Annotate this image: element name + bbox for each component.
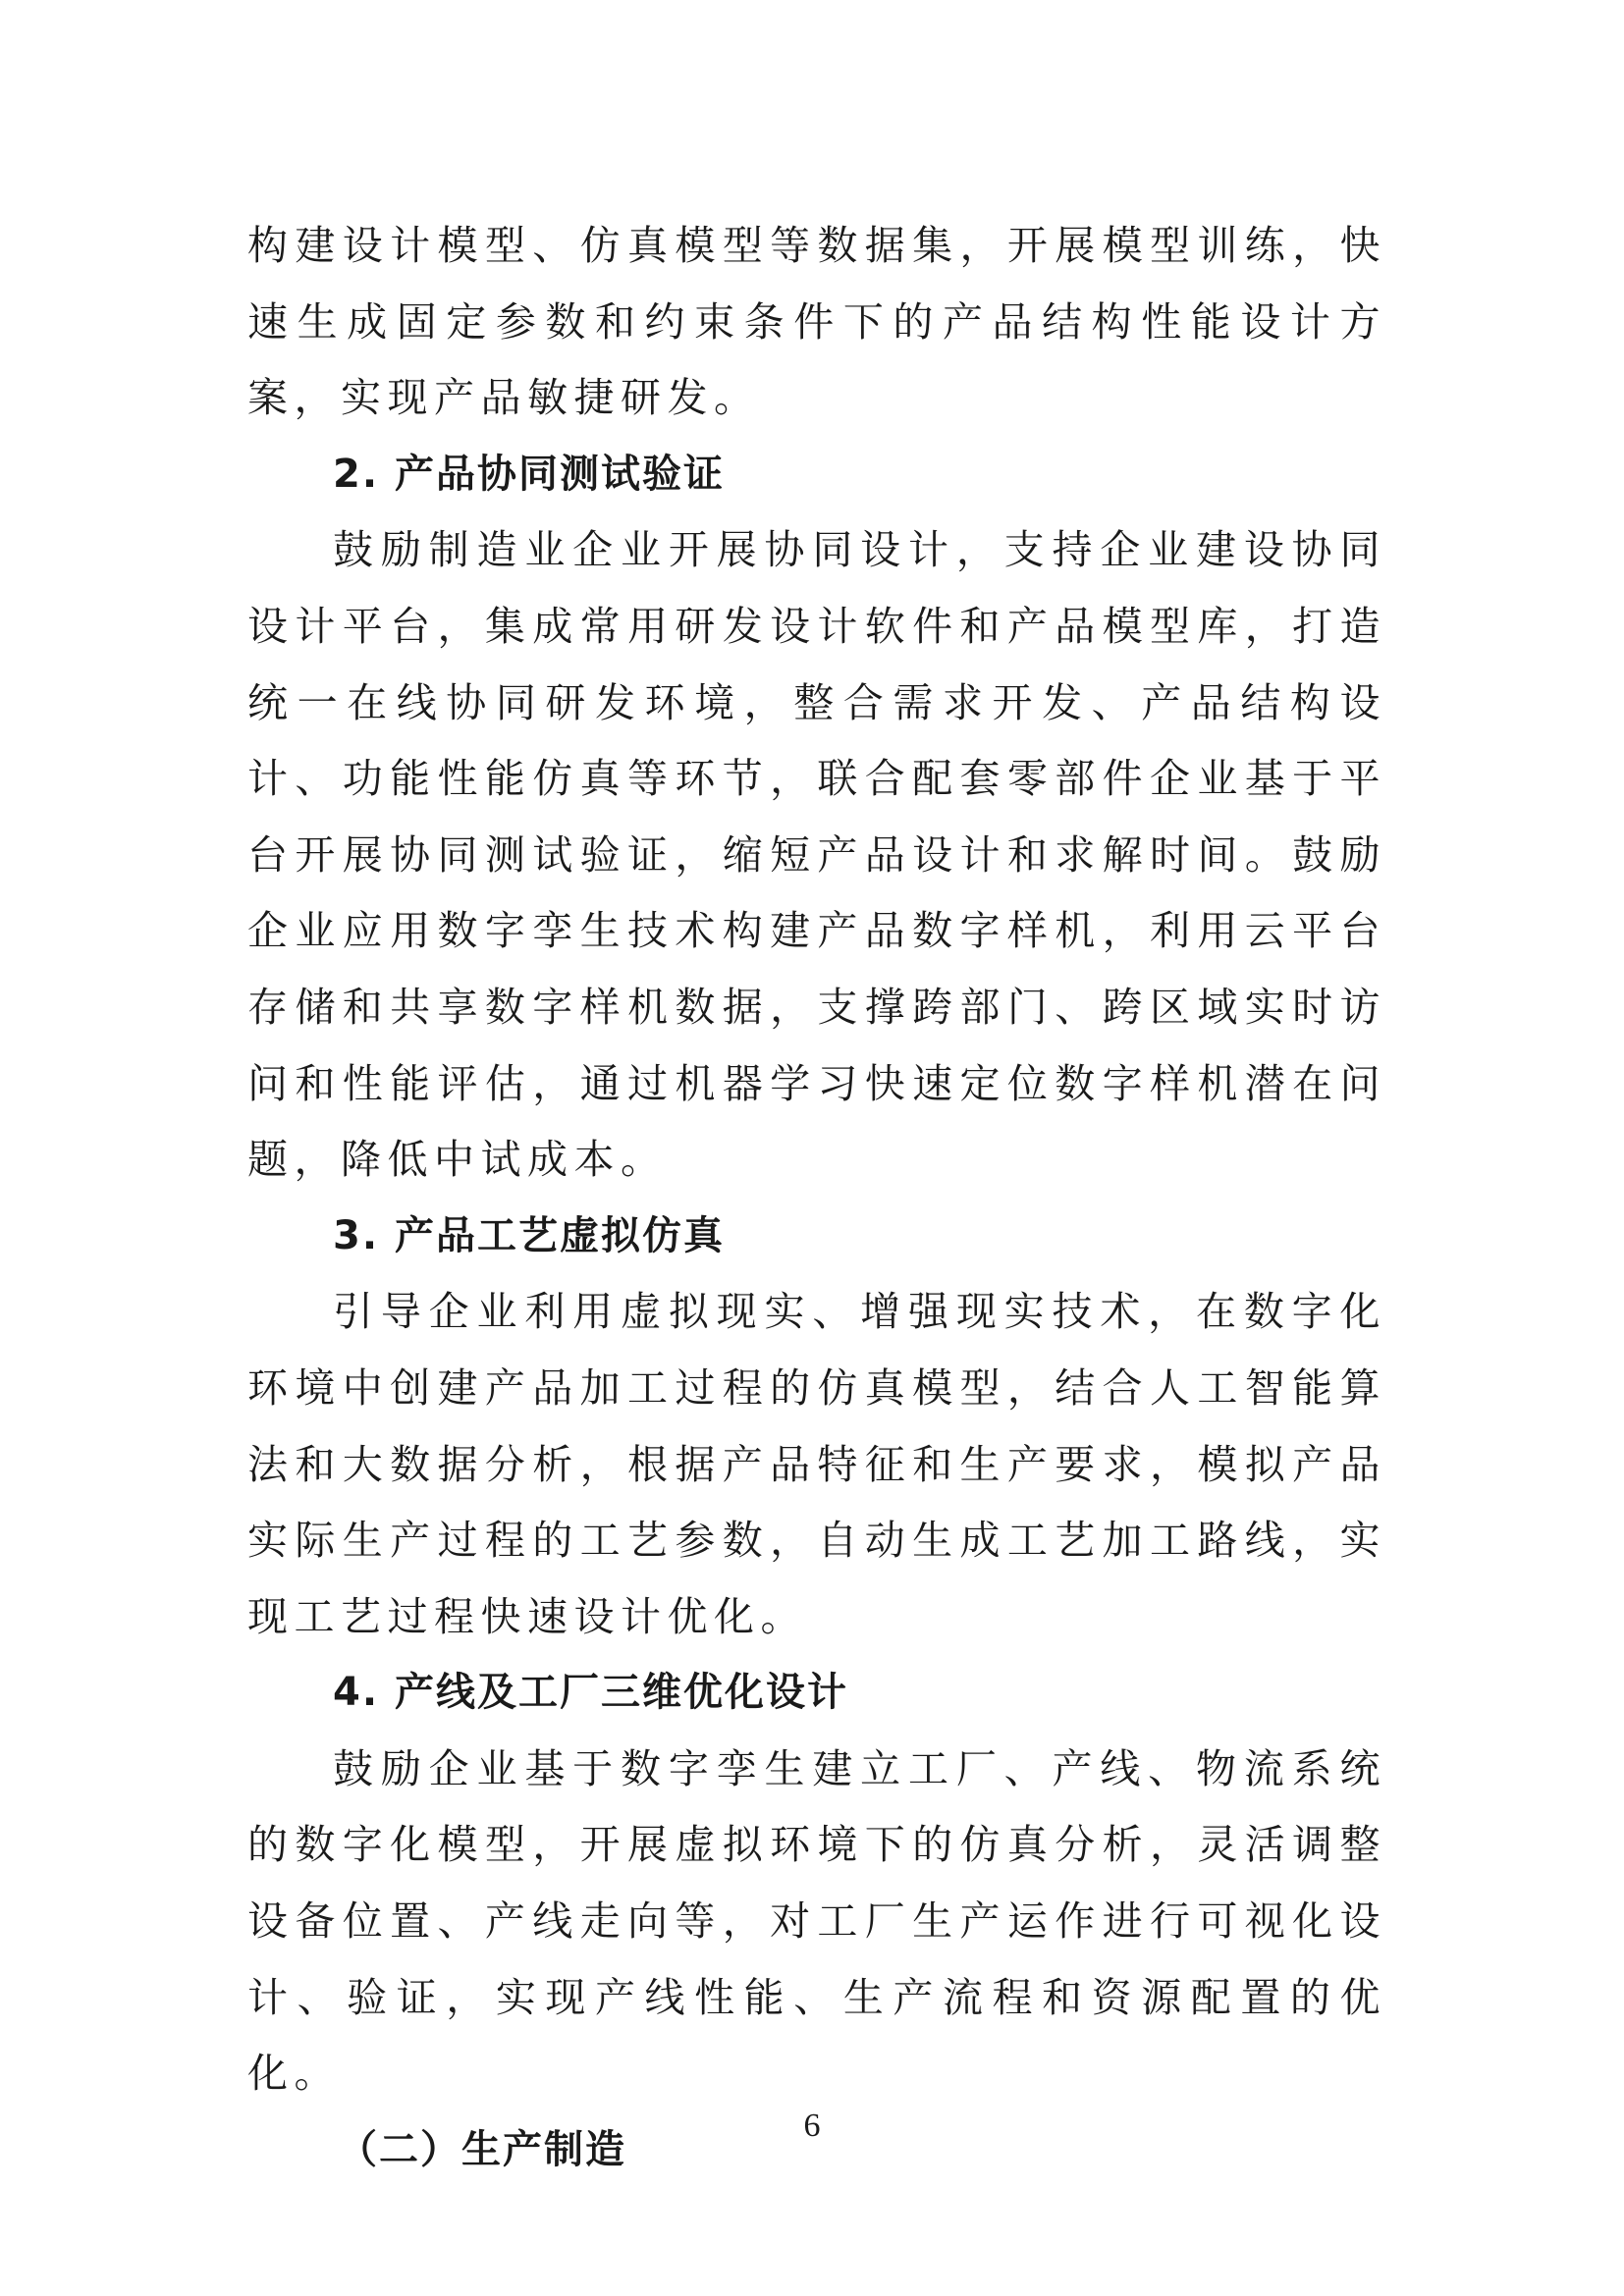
- page-number: 6: [803, 2108, 821, 2144]
- subsection-heading: 4. 产线及工厂三维优化设计: [333, 1670, 848, 1716]
- body-paragraph: 鼓励制造业企业开展协同设计，支持企业建设协同设计平台，集成常用研发设计软件和产品模型库，打造统一在线协同研发环境，整合需求开发、产品结构设计、功能性能仿真等环节，联合配套零部件企业基于平台开展协同测试验证，缩短产品设计和求解时间。鼓励企业应用数字孪生技术构建产品数字样机，利用云平台存储和共享数字样机数据，支撑跨部门、跨区域实时访问和性能评估，通过机器学习快速定位数字样机潜在问题，降低中试成本。: [247, 526, 1386, 1184]
- subsection-heading: 3. 产品工艺虚拟仿真: [333, 1212, 725, 1258]
- body-paragraph: 引导企业利用虚拟现实、增强现实技术，在数字化环境中创建产品加工过程的仿真模型，结合人工智能算法和大数据分析，根据产品特征和生产要求，模拟产品实际生产过程的工艺参数，自动生成工艺加工路线，实现工艺过程快速设计优化。: [247, 1288, 1386, 1640]
- document-body: [247, 208, 1386, 2188]
- body-paragraph: 构建设计模型、仿真模型等数据集，开展模型训练，快速生成固定参数和约束条件下的产品结构性能设计方案，实现产品敏捷研发。: [247, 222, 1386, 422]
- section-heading: （二）生产制造: [338, 2126, 626, 2172]
- subsection-heading: 2. 产品协同测试验证: [333, 451, 725, 497]
- body-paragraph: 鼓励企业基于数字孪生建立工厂、产线、物流系统的数字化模型，开展虚拟环境下的仿真分析，灵活调整设备位置、产线走向等，对工厂生产运作进行可视化设计、验证，实现产线性能、生产流程和资源配置的优化。: [247, 1744, 1386, 2098]
